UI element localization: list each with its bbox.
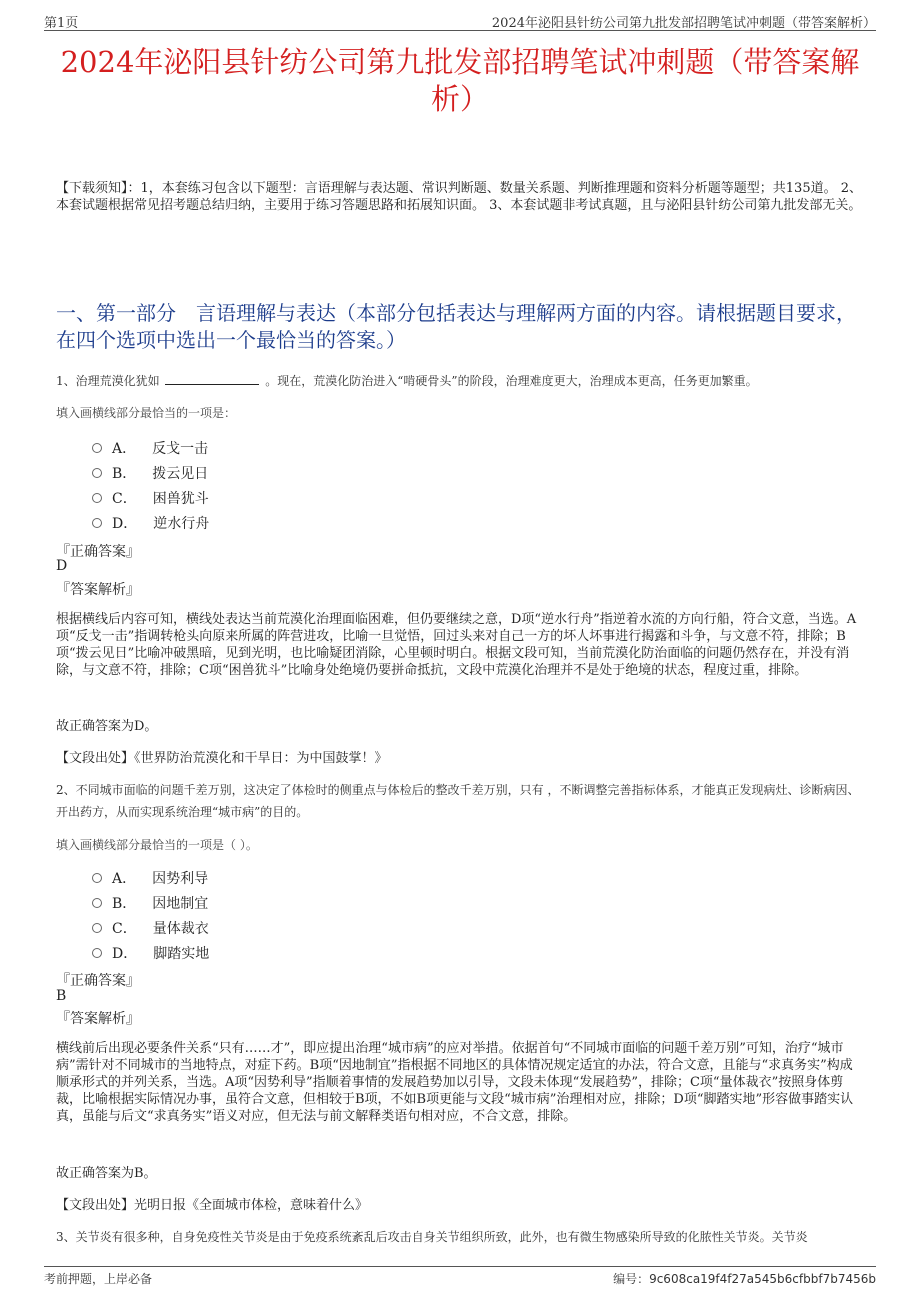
footer-slogan: 考前押题，上岸必备	[44, 1272, 153, 1286]
page-title: 2024年泌阳县针纺公司第九批发部招聘笔试冲刺题（带答案解析）	[60, 45, 860, 116]
question-2-source: 【文段出处】光明日报《全面城市体检，意味着什么》	[56, 1198, 369, 1213]
question-3-stem: 3、关节炎有很多种，自身免疫性关节炎是由于免疫系统紊乱后攻击自身关节组织所致，此外，也有微生物感染所导致的化脓性关节炎。关节炎	[56, 1230, 808, 1244]
question-2-analysis: 横线前后出现必要条件关系“只有……才”，即应提出治理“城市病”的应对举措。依据首句“不同城市面临的问题千差万别”可知，治疗“城市病”需针对不同城市的当地特点，对症下药。B项“因地制宜”指根据不同地区的具体情况规定适宜的办法，符合文意，且能与“求真务实”构成顺承形式的并列关系，当选。A项“因势利导”指顺着事情的发展趋势加以引导，文段未体现“发展趋势”，排除；C项“量体裁衣”按照身体剪裁，比喻根据实际情况办事，虽符合文意，但相较于B项，不如B项更能与文段“城市病”治理相对应，排除；D项“脚踏实地”形容做事踏实认真，虽能与后文“求真务实”语义对应，但无法与前文解释类语句相对应，不合文意，排除。	[56, 1041, 854, 1124]
header-doc-title: 2024年泌阳县针纺公司第九批发部招聘笔试冲刺题（带答案解析）	[491, 16, 876, 31]
question-2-option-c[interactable]: C． 量体裁衣	[92, 918, 209, 938]
question-2-answer: B	[56, 988, 67, 1004]
question-1-stem-post: 。现在，荒漠化防治进入“啃硬骨头”的阶段，治理难度更大，治理成本更高，任务更加繁重。	[265, 374, 758, 388]
footer-divider	[44, 1266, 876, 1267]
question-1-answer: D	[56, 558, 68, 574]
question-2-option-a[interactable]: A． 因势利导	[92, 868, 208, 888]
question-1-option-a[interactable]: A． 反戈一击	[92, 438, 208, 458]
radio-icon[interactable]	[92, 873, 102, 883]
question-1-analysis: 根据横线后内容可知，横线处表达当前荒漠化治理面临困难，但仍要继续之意，D项“逆水行舟”指逆着水流的方向行船，符合文意，当选。A项“反戈一击”指调转枪头向原来所属的阵营进攻，比喻一旦觉悟，回过头来对自己一方的坏人坏事进行揭露和斗争，与文意不符，排除；B项“拨云见日”比喻冲破黑暗，见到光明，也比喻疑团消除，心里顿时明白。根据文段可知，当前荒漠化防治面临的问题仍然存在，并没有消除，与文意不符，排除；C项“困兽犹斗”比喻身处绝境仍要拼命抵抗，文段中荒漠化治理并不是处于绝境的状态，程度过重，排除。	[56, 612, 857, 678]
radio-icon[interactable]	[92, 518, 102, 528]
radio-icon[interactable]	[92, 468, 102, 478]
radio-icon[interactable]	[92, 443, 102, 453]
question-1-option-b[interactable]: B． 拨云见日	[92, 463, 208, 483]
question-1-stem	[56, 370, 864, 392]
question-2-conclusion: 故正确答案为B。	[56, 1166, 157, 1181]
question-2-stem: 2、不同城市面临的问题千差万别，这决定了体检时的侧重点与体检后的整改千差万别，只有 ，不断调整完善指标体系，才能真正发现病灶、诊断病因、开出药方，从而实现系统治理“城市病”的目的。	[56, 783, 860, 819]
question-1-stem-pre: 1、治理荒漠化犹如	[56, 374, 160, 388]
question-2-analysis-label: 『答案解析』	[56, 1011, 140, 1027]
question-1-conclusion: 故正确答案为D。	[56, 719, 158, 734]
question-1-option-c[interactable]: C． 困兽犹斗	[92, 488, 209, 508]
page-number: 第1页	[44, 16, 79, 31]
question-1-blank	[165, 372, 259, 385]
radio-icon[interactable]	[92, 493, 102, 503]
question-1-source: 【文段出处】《世界防治荒漠化和干旱日：为中国鼓掌！》	[56, 751, 388, 766]
radio-icon[interactable]	[92, 923, 102, 933]
question-1-analysis-label: 『答案解析』	[56, 582, 140, 598]
question-2-option-d[interactable]: D． 脚踏实地	[92, 943, 209, 963]
radio-icon[interactable]	[92, 898, 102, 908]
question-2-option-b[interactable]: B． 因地制宜	[92, 893, 208, 913]
question-1-answer-label: 『正确答案』	[56, 544, 140, 560]
question-1-prompt: 填入画横线部分最恰当的一项是：	[56, 406, 237, 420]
question-1-option-d[interactable]: D． 逆水行舟	[92, 513, 209, 533]
section-title: 一、第一部分 言语理解与表达（本部分包括表达与理解两方面的内容。请根据题目要求，在四个选项中选出一个最恰当的答案。）	[56, 301, 856, 352]
download-notice: 【下载须知】：1，本套练习包含以下题型：言语理解与表达题、常识判断题、数量关系题、判断推理题和资料分析题等题型；共135道。 2、本套试题根据常见招考题总结归纳，主要用于练习答题思路和拓展知识面。 3、本套试题非考试真题，且与泌阳县针纺公司第九批发部无关。	[56, 181, 862, 213]
footer-code: 编号：9c608ca19f4f27a545b6cfbbf7b7456b	[613, 1272, 876, 1286]
question-2-prompt: 填入画横线部分最恰当的一项是（ ）。	[56, 838, 258, 852]
question-2-answer-label: 『正确答案』	[56, 973, 140, 989]
radio-icon[interactable]	[92, 948, 102, 958]
header-divider	[44, 30, 876, 31]
